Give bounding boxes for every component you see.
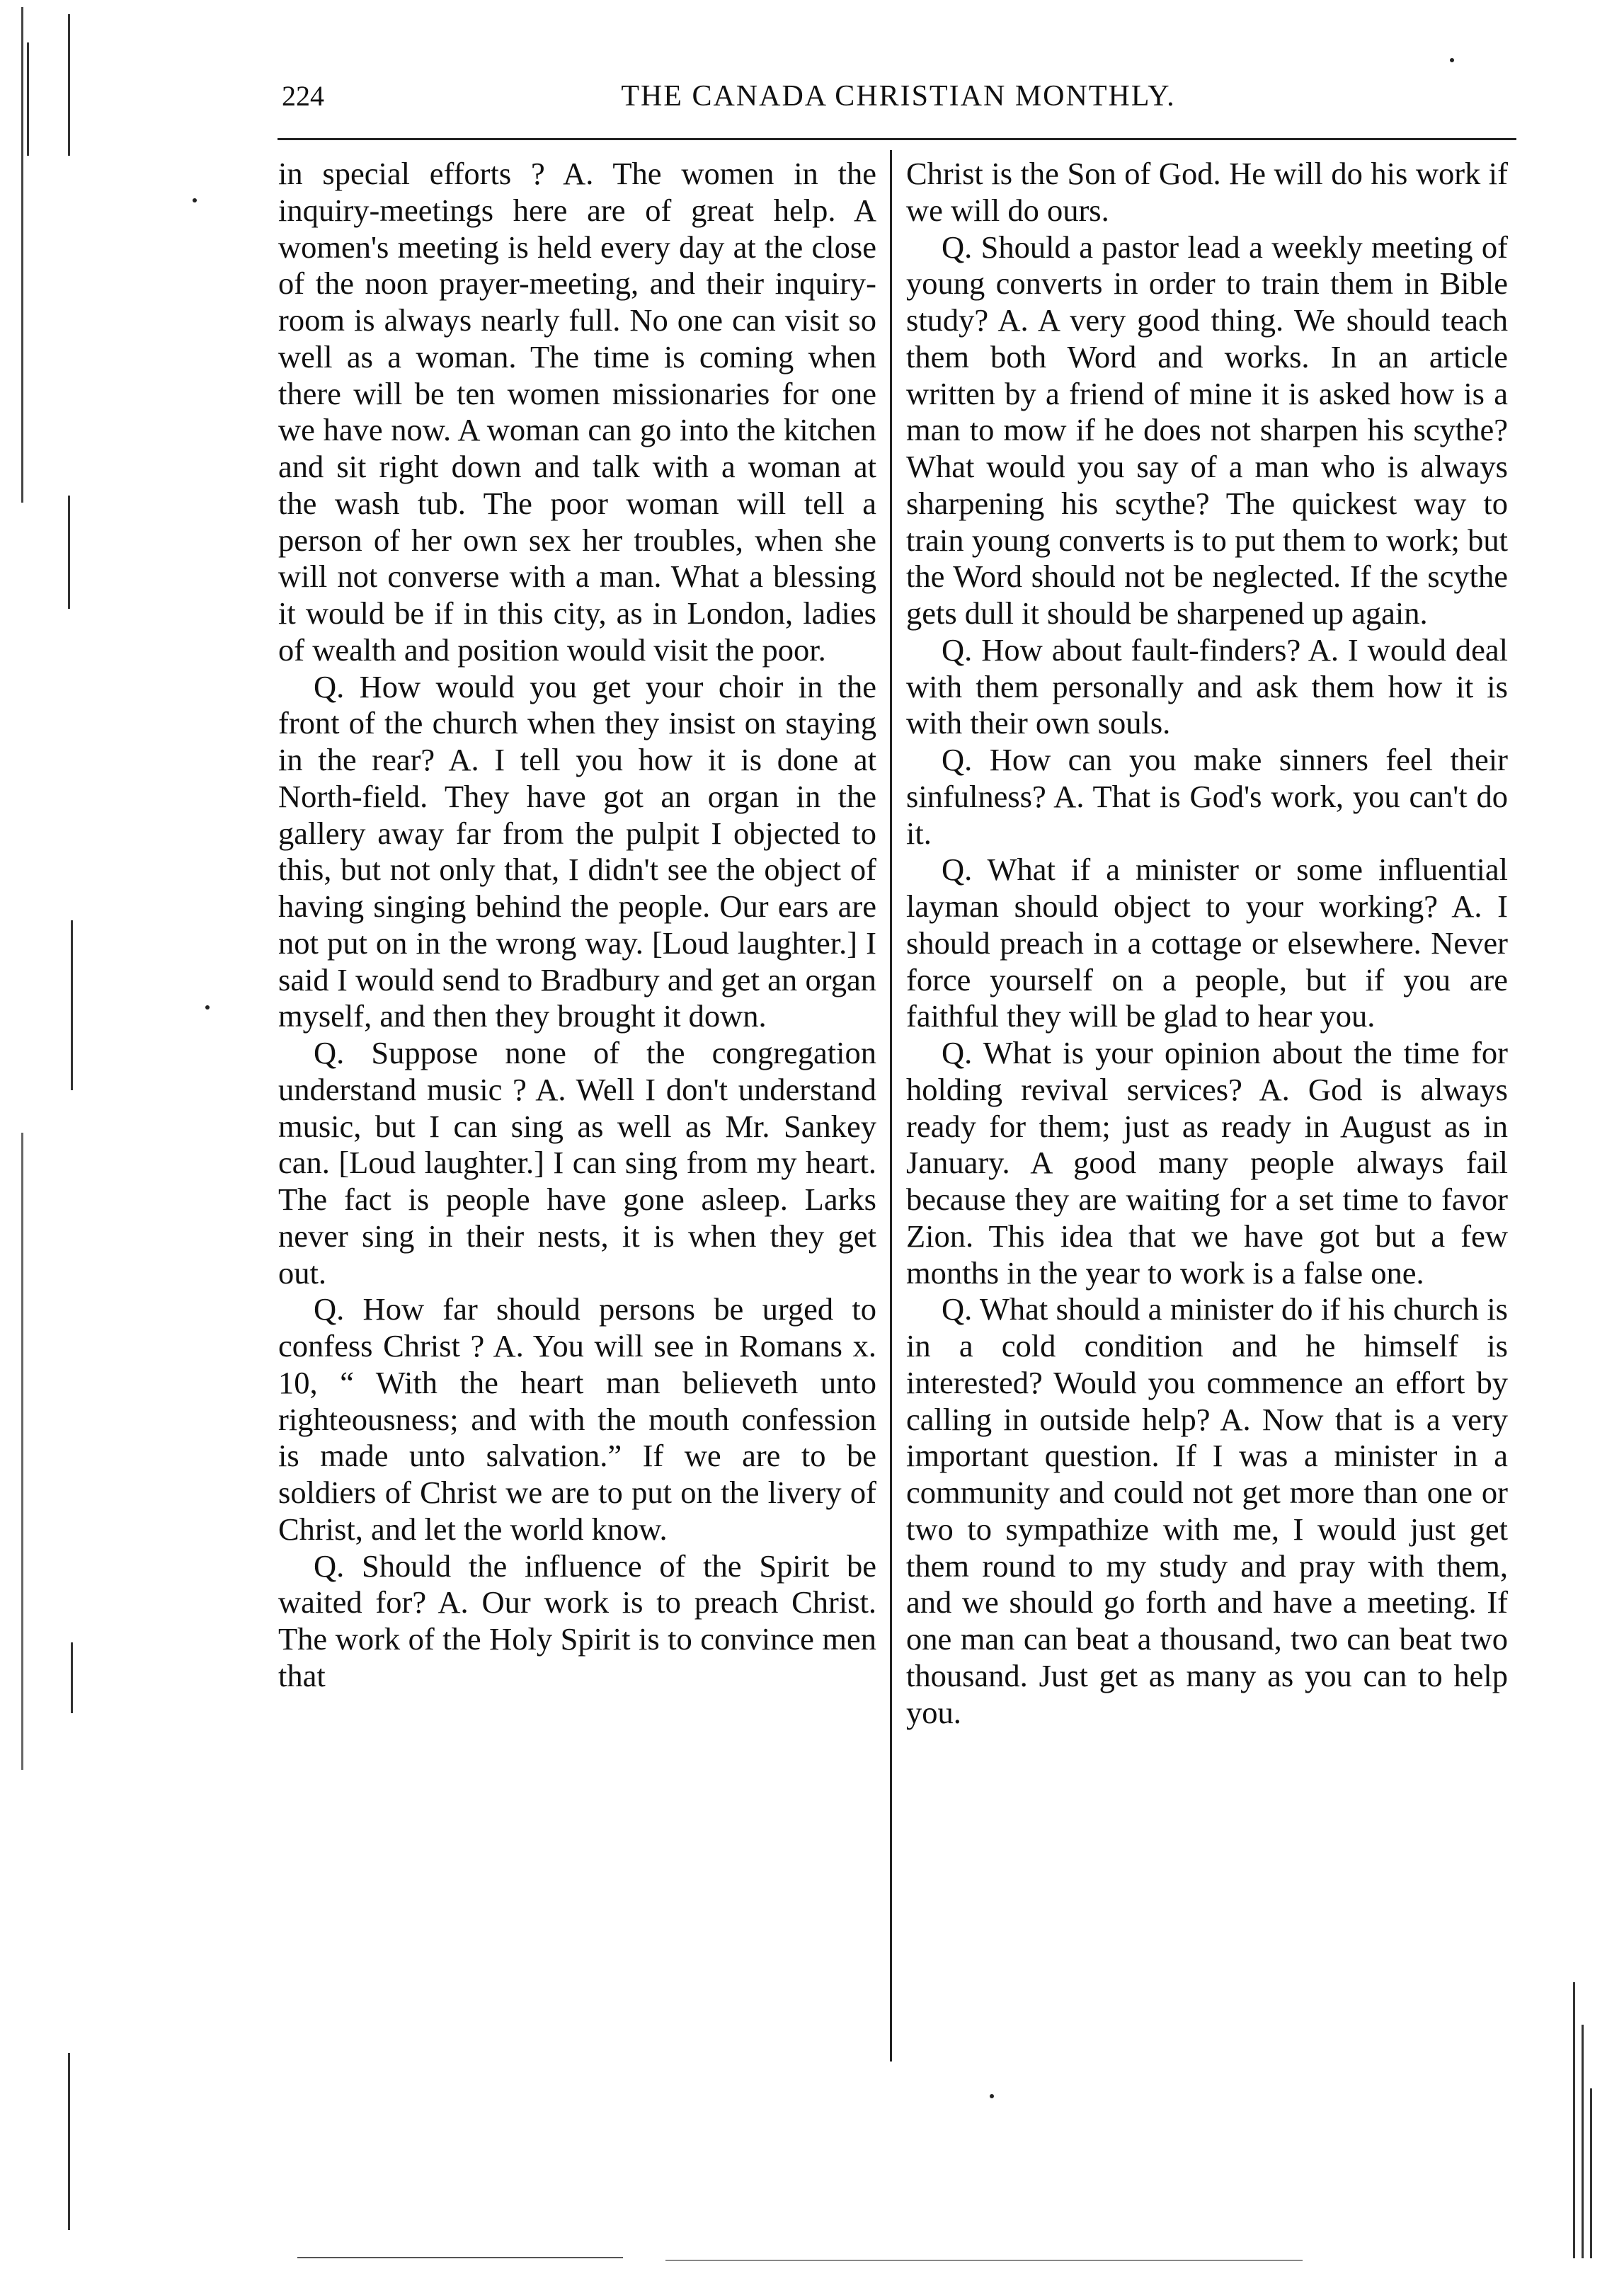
left-edge-mark [68, 496, 70, 609]
left-edge-mark [68, 2053, 70, 2230]
paragraph: Q. How can you make sinners feel their sinfulness? A. That is God's work, you can't do it. [906, 742, 1508, 851]
paragraph: Q. Should a pastor lead a weekly meeting of young converts in order to train them in Bible study? A. A very good thing. We should teach them both Word and works. In an article written by a friend of mine it is asked how is a man to mow if he does not sharpen his scythe? What would you say of a man who is always sharpening his scythe? The quickest way to train young converts is to put them to work; but the Word should not be neglected. If the scythe gets dull it should be sharpened up again. [906, 229, 1508, 631]
paragraph: in special efforts ? A. The women in the inquiry-meetings here are of great help. A women's meeting is held every day at the close of the noon prayer-meeting, and their inquiry-room is always nearly full. No one can visit so well as a woman. The time is coming when there will be ten women missionaries for one we have now. A woman can go into the kitchen and sit right down and talk with a woman at the wash tub. The poor woman will tell a person of her own sex her troubles, when she will not converse with a man. What a blessing it would be if in this city, as in London, ladies of wealth and position would visit the poor. [278, 156, 876, 668]
paragraph: Q. What is your opinion about the time for holding revival services? A. God is always ready for them; just as ready in August as in January. A good many people always fail because they are waiting for a set time to favor Zion. This idea that we have got but a few months in the year to work is a false one. [906, 1035, 1508, 1291]
left-column [278, 156, 876, 1695]
paragraph: Q. How would you get your choir in the front of the church when they insist on staying in the rear? A. I tell you how it is done at North-field. They have got an organ in the gallery away far from the pulpit I objected to this, but not only that, I didn't see the object of having singing behind the people. Our ears are not put on in the wrong way. [Loud laughter.] I said I would send to Bradbury and get an organ myself, and then they brought it down. [278, 668, 876, 1034]
bottom-edge-mark [665, 2260, 1303, 2261]
ink-speck [205, 1005, 210, 1010]
left-edge-mark [68, 14, 70, 156]
ink-speck [1450, 58, 1454, 62]
left-edge-mark [71, 1642, 73, 1713]
ink-speck [990, 2094, 994, 2098]
bottom-edge-mark [297, 2257, 623, 2258]
left-edge-mark [21, 7, 23, 503]
left-edge-mark [27, 42, 29, 156]
paragraph: Q. What should a minister do if his church is in a cold condition and he himself is interested? Would you commence an effort by calling in outside help? A. Now that is a very important question. If I was a minister in a community and could not get more than one or two to sympathize with me, I would just get them round to my study and pray with them, and we should go forth and have a meeting. If one man can beat a thousand, two can beat two thousand. Just get as many as you can to help you. [906, 1291, 1508, 1730]
paragraph: Christ is the Son of God. He will do his work if we will do ours. [906, 156, 1508, 228]
right-edge-mark [1573, 1982, 1575, 2258]
paragraph: Q. How about fault-finders? A. I would deal with them personally and ask them how it is with their own souls. [906, 631, 1508, 741]
page-number: 224 [282, 80, 324, 112]
paragraph: Q. Should the influence of the Spirit be waited for? A. Our work is to preach Christ. The work of the Holy Spirit is to convince men that [278, 1548, 876, 1693]
paragraph: Q. What if a minister or some influential layman should object to your working? A. I should preach in a cottage or elsewhere. Never force yourself on a people, but if you are faithful they will be glad to hear you. [906, 852, 1508, 1034]
paragraph: Q. Suppose none of the congregation understand music ? A. Well I don't understand music, but I can sing as well as Mr. Sankey can. [Loud laughter.] I can sing from my heart. The fact is people have gone asleep. Larks never sing in their nests, it is when they get out. [278, 1035, 876, 1291]
right-edge-mark [1590, 2088, 1592, 2258]
right-edge-mark [1582, 2025, 1584, 2258]
left-edge-mark [21, 1133, 23, 1770]
column-divider [890, 150, 892, 2061]
page-header [282, 79, 1515, 129]
running-title: THE CANADA CHRISTIAN MONTHLY. [621, 80, 1176, 113]
header-rule [278, 138, 1516, 140]
right-column [906, 156, 1508, 1731]
left-edge-mark [71, 920, 73, 1090]
ink-speck [193, 198, 197, 202]
paragraph: Q. How far should persons be urged to confess Christ ? A. You will see in Romans x. 10, “ With the heart man believeth unto righteousness; and with the mouth confession is made unto salvation.” If we are to be soldiers of Christ we are to put on the livery of Christ, and let the world know. [278, 1291, 876, 1547]
